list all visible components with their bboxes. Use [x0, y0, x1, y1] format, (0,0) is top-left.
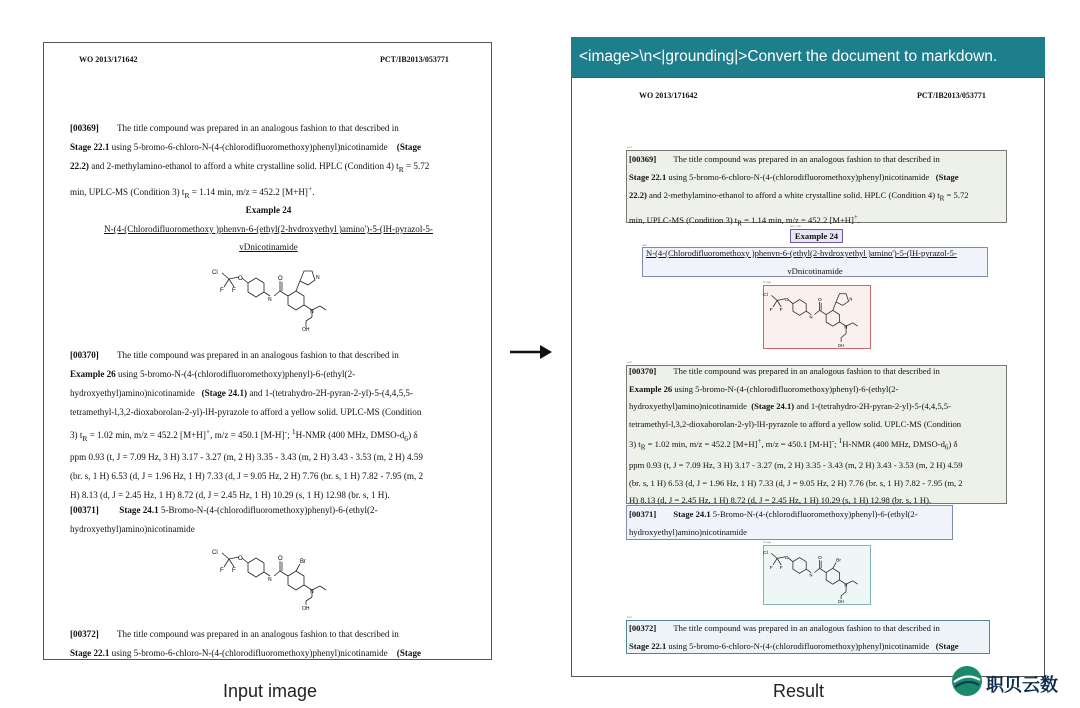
- result-example-title: Example 24: [794, 231, 839, 241]
- svg-text:N: N: [316, 275, 320, 281]
- svg-text:Br: Br: [836, 557, 842, 564]
- svg-text:O: O: [238, 556, 243, 562]
- svg-text:N: N: [849, 296, 853, 302]
- svg-text:O: O: [784, 297, 789, 304]
- para-num: [00369]: [70, 123, 99, 133]
- svg-text:F: F: [779, 307, 783, 314]
- svg-text:F: F: [232, 288, 236, 294]
- svg-text:N: N: [809, 572, 813, 578]
- svg-text:O: O: [784, 555, 789, 562]
- right-arrow-icon: [508, 342, 552, 362]
- svg-text:Cl: Cl: [763, 550, 768, 557]
- paragraph-00370: [00370] The title compound was prepared in an analogous fashion to that described in Example 26 using 5-bromo-N-(4-(chlorodifluoromethoxy)phenyl)-6-(ethyl(2- hydroxyethyl)amino)nicotinamide (Stage 24.1) and 1-(tetrahydro-2H-pyran-2-yl)-5-(4,4,5,5- tetramethyl-l,3,2-dioxaborolan-2-yl)-lH-pyrazole to afford a yellow solid. UPLC-MS (Condition 3) $t_R = 1.02$ min, m/z = 452.2 [M+H]+, m/z = 450.1 [M-H]-; $^1$H-NMR (400 MHz, DMSO-$d_6$) δ ppm 0.93 (t, J = 7.09 Hz, 3 H) 3.17 - 3.27 (m, 2 H) 3.35 - 3.43 (m, 2 H) 3.43 - 3.53 (m, 2 H) 4.59 (br. s, 1 H) 6.53 (d, J = 1.96 Hz, 1 H) 7.33 (d, J = 9.05 Hz, 2 H) 7.76 (br. s, 1 H) 7.82 - 7.95 (m, 2 H) 8.13 (d, J = 2.45 Hz, 1 H) 8.72 (d, J = 2.45 Hz, 1 H) 10.29 (s, 1 H) 12.98 (br. s, 1 H).: [70, 350, 424, 500]
- example-title: Example 24: [245, 205, 292, 215]
- input-image-caption: Input image: [223, 681, 318, 701]
- paragraph-00369: [00369] The title compound was prepared in an analogous fashion to that described in Stage 22.1 using 5-bromo-6-chloro-N-(4-(chlorodifluoromethoxy)phenyl)nicotinamide (Stage 22.2) and 2-methylamino-ethanol to afford a white crystalline solid. HPLC (Condition 4) $t_R = 5.72$ min, UPLC-MS (Condition 3) $t_R = 1.14$ min, m/z = 452.2 [M+H]+.: [70, 123, 430, 200]
- svg-text:N: N: [268, 297, 272, 303]
- result-paragraph-00369: [00369] The title compound was prepared in an analogous fashion to that described in Stage 22.1 using 5-bromo-6-chloro-N-(4-(chlorodifluoromethoxy)phenyl)nicotinamide (Stage 22.2) and 2-methylamino-ethanol to afford a white crystalline solid. HPLC (Condition 4) $t_R = 5.72$ min, UPLC-MS (Condition 3) $t_R = 1.14$ min, m/z = 452.2 [M+H]+.: [629, 154, 969, 228]
- doc-header-left: WO 2013/171642: [79, 55, 138, 64]
- result-header-left: WO 2013/171642: [639, 91, 698, 100]
- svg-text:O: O: [817, 555, 822, 562]
- result-chemical-structure-1: [763, 285, 871, 349]
- svg-text:O: O: [278, 276, 283, 282]
- doc-header-right: PCT/IB2013/053771: [380, 55, 449, 64]
- result-chemical-structure-2: [763, 545, 871, 605]
- svg-text:N: N: [268, 577, 272, 583]
- svg-text:Br: Br: [300, 559, 306, 565]
- brand-logo-text: 职贝云数: [986, 675, 1058, 696]
- result-compound-name-line1: N-(4-(Chlorodifluoromethoxy )phenvn-6-(ethyl(2-hvdroxyethyl )amino')-5-(lH-pyrazol-5-: [646, 248, 957, 258]
- svg-text:F: F: [769, 307, 773, 314]
- result-caption: Result: [773, 681, 825, 701]
- svg-text:N: N: [844, 582, 848, 588]
- example-compound-name-line2: vDnicotinamide: [239, 242, 298, 252]
- prompt-bar: <image>\n<|grounding|>Convert the document to markdown.: [571, 37, 1045, 77]
- chemical-structure-stage-24-1: [212, 543, 342, 611]
- svg-text:F: F: [220, 568, 224, 574]
- result-header-right: PCT/IB2013/053771: [917, 91, 986, 100]
- svg-text:F: F: [779, 565, 783, 572]
- svg-text:OH: OH: [302, 606, 310, 611]
- result-document-panel: WO 2013/171642 PCT/IB2013/053771 text [00369] The title compound was prepared in an analogous fashion to that described in Stage 22.1 using 5-bromo-6-chloro-N-(4-(chlorodifluoromethoxy)phenyl)nicotinamide (Stage 22.2) and 2-methylamino-ethanol to afford a white crystalline solid. HPLC (Condition 4) $t_R = 5.72$ min, UPLC-MS (Condition 3) $t_R = 1.14$ min, m/z = 452.2 [M+H]+. sub_title Example 24 text N-(4-(Chlorodifluoromethoxy )phenvn-6-(ethyl(2-hvdroxyethyl )amino')-5-(lH-pyrazol-5- vDnicotinamide image Cl F F O O N N N OH text [00370] The title compound was prepared in an analogous fashion to that described in Example 26 using 5-bromo-N-(4-(chlorodifluoromethoxy)phenyl)-6-(ethyl(2- hydroxyethyl)amino)nicotinamide (Stage 24.1) and 1-(tetrahydro-2H-pyran-2-yl)-5-(4,4,5,5- tetramethyl-l,3,2-dioxaborolan-2-yl)-lH-pyrazole to afford a yellow solid. UPLC-MS (Condition 3) $t_R = 1.02$ min, m/z = 452.2 [M+H]+, m/z = 450.1 [M-H]-; $^1$H-NMR (400 MHz, DMSO-$d_6$) δ ppm 0.93 (t, J = 7.09 Hz, 3 H) 3.17 - 3.27 (m, 2 H) 3.35 - 3.43 (m, 2 H) 3.43 - 3.53 (m, 2 H) 4.59 (br. s, 1 H) 6.53 (d, J = 1.96 Hz, 1 H) 7.33 (d, J = 9.05 Hz, 2 H) 7.76 (br. s, 1 H) 7.82 - 7.95 (m, 2 H) 8.13 (d, J = 2.45 Hz, 1 H) 8.72 (d, J = 2.45 Hz, 1 H) 10.29 (s, 1 H) 12.98 (br. s, 1 H). [00371] Stage 24.1 5-Bromo-N-(4-(chlorodifluoromethoxy)phenyl)-6-(ethyl(2- hydroxyethyl)amino)nicotinamide image Cl F F O O N Br N OH text [00372] The title compound was prepared in an analogous fashion to that described in Stage 22.1 using 5-bromo-6-chloro-N-(4-(chlorodifluoromethoxy)phenyl)nicotinamide (Stage: [571, 77, 1045, 677]
- input-document-panel: [43, 42, 492, 660]
- paragraph-00372: [00372] The title compound was prepared in an analogous fashion to that described in Stage 22.1 using 5-bromo-6-chloro-N-(4-(chlorodifluoromethoxy)phenyl)nicotinamide (Stage: [70, 629, 422, 658]
- svg-text:F: F: [232, 568, 236, 574]
- result-paragraph-00371: [00371] Stage 24.1 5-Bromo-N-(4-(chlorodifluoromethoxy)phenyl)-6-(ethyl(2- hydroxyethyl)amino)nicotinamide: [629, 509, 918, 537]
- svg-text:Cl: Cl: [212, 270, 218, 276]
- svg-text:N: N: [844, 324, 848, 330]
- svg-text:OH: OH: [837, 599, 844, 605]
- svg-text:O: O: [238, 276, 243, 282]
- svg-text:Cl: Cl: [212, 550, 218, 556]
- svg-text:Cl: Cl: [763, 292, 768, 299]
- example-compound-name-line1: N-(4-(Chlorodifluoromethoxy )phenvn-6-(ethyl(2-hvdroxyethyl )amino')-5-(lH-pyrazol-5-: [104, 224, 433, 234]
- svg-text:N: N: [809, 314, 813, 320]
- svg-text:F: F: [769, 565, 773, 572]
- chemical-structure-example-24: [212, 261, 342, 331]
- svg-text:N: N: [310, 589, 314, 595]
- brand-logo-icon: [950, 664, 984, 698]
- svg-text:O: O: [817, 297, 822, 304]
- svg-text:OH: OH: [302, 327, 310, 331]
- svg-text:F: F: [220, 288, 224, 294]
- result-compound-name-line2: vDnicotinamide: [787, 266, 843, 276]
- result-paragraph-00370: [00370] The title compound was prepared in an analogous fashion to that described in Example 26 using 5-bromo-N-(4-(chlorodifluoromethoxy)phenyl)-6-(ethyl(2- hydroxyethyl)amino)nicotinamide (Stage 24.1) and 1-(tetrahydro-2H-pyran-2-yl)-5-(4,4,5,5- tetramethyl-l,3,2-dioxaborolan-2-yl)-lH-pyrazole to afford a yellow solid. UPLC-MS (Condition 3) $t_R = 1.02$ min, m/z = 452.2 [M+H]+, m/z = 450.1 [M-H]-; $^1$H-NMR (400 MHz, DMSO-$d_6$) δ ppm 0.93 (t, J = 7.09 Hz, 3 H) 3.17 - 3.27 (m, 2 H) 3.35 - 3.43 (m, 2 H) 3.43 - 3.53 (m, 2 H) 4.59 (br. s, 1 H) 6.53 (d, J = 1.96 Hz, 1 H) 7.33 (d, J = 9.05 Hz, 2 H) 7.76 (br. s, 1 H) 7.82 - 7.95 (m, 2 H) 8.13 (d, J = 2.45 Hz, 1 H) 8.72 (d, J = 2.45 Hz, 1 H) 10.29 (s, 1 H) 12.98 (br. s, 1 H).: [629, 366, 963, 506]
- svg-text:O: O: [278, 556, 283, 562]
- result-paragraph-00372: [00372] The title compound was prepared in an analogous fashion to that described in Stage 22.1 using 5-bromo-6-chloro-N-(4-(chlorodifluoromethoxy)phenyl)nicotinamide (Stage: [629, 623, 959, 651]
- svg-text:OH: OH: [837, 342, 844, 348]
- paragraph-00371: [00371] Stage 24.1 5-Bromo-N-(4-(chlorodifluoromethoxy)phenyl)-6-(ethyl(2- hydroxyethyl)amino)nicotinamide: [70, 505, 378, 534]
- svg-text:N: N: [310, 309, 314, 315]
